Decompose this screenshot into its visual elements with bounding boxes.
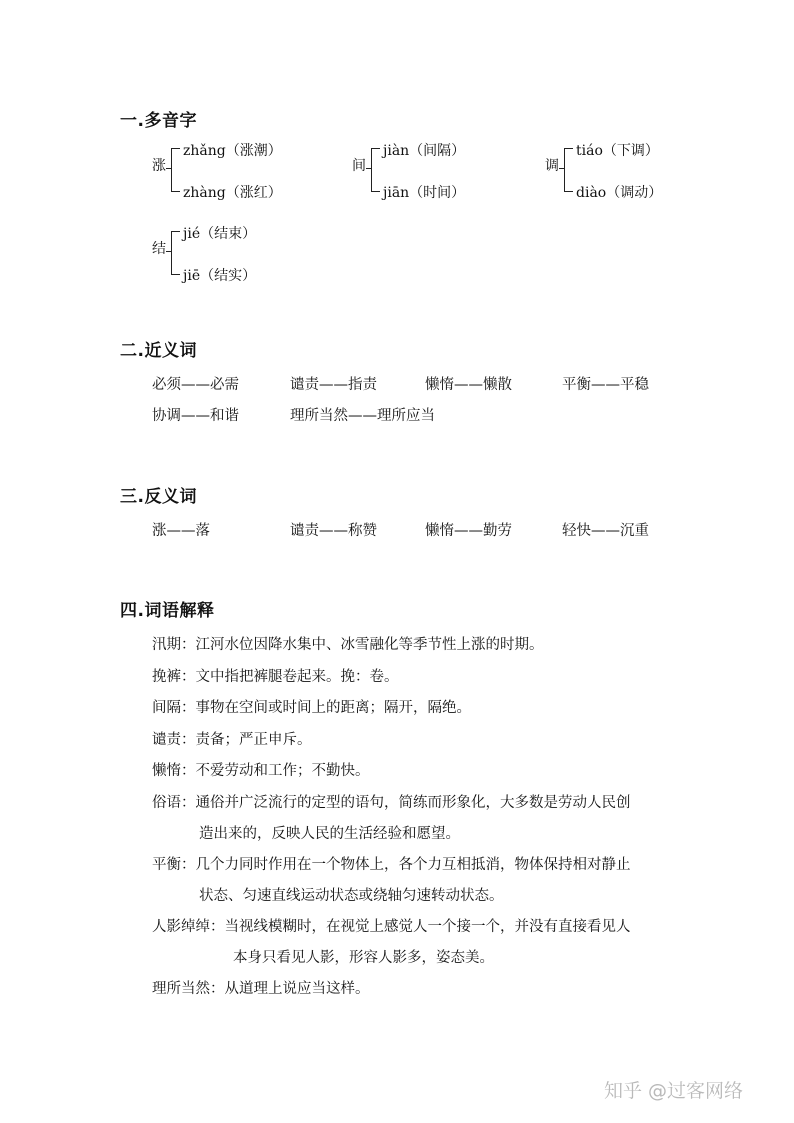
synonym-pair: 平衡——平稳 [562, 377, 649, 393]
poly-char: 结 [152, 241, 166, 257]
reading-2: jiē（结实） [183, 268, 257, 284]
reading-1: tiáo（下调） [576, 143, 659, 159]
section-title-polyphonic: 一.多音字 [120, 111, 197, 131]
brace [171, 231, 180, 275]
brace [171, 148, 180, 192]
reading-2: jiān（时间） [383, 185, 466, 201]
poly-char: 间 [352, 158, 366, 174]
reading-2: diào（调动） [576, 185, 663, 201]
definition-line: 懒惰：不爱劳动和工作；不勤快。 [152, 763, 370, 779]
definition-line: 理所当然：从道理上说应当这样。 [152, 981, 370, 997]
section-title-synonyms: 二.近义词 [120, 341, 197, 361]
poly-char: 涨 [152, 158, 166, 174]
synonym-pair: 懒惰——懒散 [425, 377, 512, 393]
definition-line: 平衡：几个力同时作用在一个物体上，各个力互相抵消，物体保持相对静止 [152, 857, 631, 873]
reading-2: zhàng（涨红） [183, 185, 282, 201]
synonym-pair: 协调——和谐 [152, 408, 239, 424]
section-title-antonyms: 三.反义词 [120, 487, 197, 507]
definition-line: 人影绰绰：当视线模糊时，在视觉上感觉人一个接一个，并没有直接看见人 [152, 919, 631, 935]
definition-continuation: 状态、匀速直线运动状态或绕轴匀速转动状态。 [199, 888, 504, 904]
synonym-pair: 谴责——指责 [290, 377, 377, 393]
reading-1: zhǎng（涨潮） [183, 143, 282, 159]
reading-1: jié（结束） [183, 226, 257, 242]
antonym-pair: 谴责——称赞 [290, 523, 377, 539]
definition-line: 挽裤：文中指把裤腿卷起来。挽：卷。 [152, 669, 399, 685]
definition-line: 间隔：事物在空间或时间上的距离；隔开，隔绝。 [152, 700, 471, 716]
antonym-pair: 涨——落 [152, 523, 210, 539]
definition-line: 汛期：江河水位因降水集中、冰雪融化等季节性上涨的时期。 [152, 637, 544, 653]
definition-line: 俗语：通俗并广泛流行的定型的语句，简练而形象化，大多数是劳动人民创 [152, 795, 631, 811]
antonym-pair: 懒惰——勤劳 [425, 523, 512, 539]
reading-1: jiàn（间隔） [383, 143, 466, 159]
synonym-pair: 必须——必需 [152, 377, 239, 393]
antonym-pair: 轻快——沉重 [562, 523, 649, 539]
synonym-pair: 理所当然——理所应当 [290, 408, 435, 424]
watermark: 知乎 @过客网络 [604, 1080, 744, 1102]
poly-char: 调 [545, 158, 559, 174]
definition-continuation: 本身只看见人影，形容人影多，姿态美。 [233, 950, 494, 966]
brace [564, 148, 573, 192]
definition-line: 谴责：责备；严正申斥。 [152, 732, 312, 748]
brace [371, 148, 380, 192]
section-title-definitions: 四.词语解释 [120, 601, 215, 621]
definition-continuation: 造出来的，反映人民的生活经验和愿望。 [199, 826, 460, 842]
